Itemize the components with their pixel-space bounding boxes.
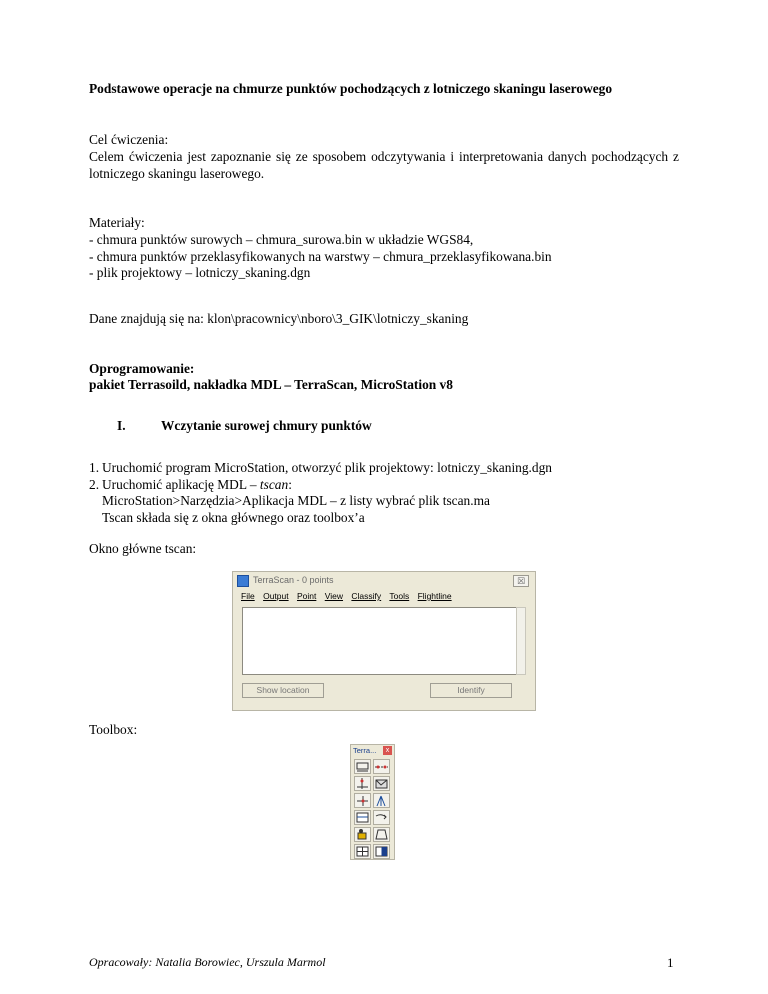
step-number: 1. — [89, 460, 100, 475]
show-location-button[interactable]: Show location — [242, 683, 324, 698]
terrascan-scrollbar[interactable] — [516, 607, 526, 675]
page-number: 1 — [667, 955, 674, 970]
step-number: 2. — [89, 476, 100, 492]
trapezoid-icon[interactable] — [373, 827, 390, 842]
half-dark-icon[interactable] — [373, 844, 390, 859]
materials-item: - plik projektowy – lotniczy_skaning.dgn — [89, 265, 311, 280]
goal-label: Cel ćwiczenia: — [89, 132, 169, 147]
menu-file[interactable]: File — [241, 591, 255, 601]
main-window-label: Okno główne tscan: — [89, 541, 197, 556]
menu-output[interactable]: Output — [263, 591, 289, 601]
section-view-icon[interactable] — [354, 810, 371, 825]
data-location: Dane znajdują się na: klon\pracownicy\nboro\3_GIK\lotniczy_skaning — [89, 311, 469, 326]
menu-view[interactable]: View — [324, 591, 344, 601]
terrascan-app-icon — [237, 575, 249, 587]
step-text-pre: Uruchomić aplikację MDL – — [102, 476, 260, 492]
software-text: pakiet Terrasoild, nakładka MDL – TerraScan, MicroStation v8 — [89, 377, 453, 392]
toolbox-close-button[interactable]: x — [383, 746, 392, 755]
step-1 — [89, 460, 552, 477]
terrascan-titlebar — [233, 572, 535, 590]
step-2-line-2: MicroStation>Narzędzia>Aplikacja MDL – z listy wybrać plik tscan.ma — [102, 493, 490, 508]
step-2-line-3: Tscan składa się z okna głównego oraz toolbox’a — [102, 509, 365, 525]
materials-label: Materiały: — [89, 215, 145, 230]
cross-point-icon[interactable] — [354, 793, 371, 808]
tripod-icon[interactable] — [373, 793, 390, 808]
section-title: Wczytanie surowej chmury punktów — [161, 418, 372, 433]
step-text-em: tscan — [259, 476, 289, 492]
identify-button[interactable]: Identify — [430, 683, 512, 698]
toolbox-title: Terra... — [353, 746, 377, 755]
document-title: Podstawowe operacje na chmurze punktów pochodzących z lotniczego skaningu laserowego — [89, 81, 613, 96]
terrascan-window — [232, 571, 536, 711]
menu-classify[interactable]: Classify — [351, 591, 382, 601]
step-2 — [89, 477, 552, 494]
mail-view-icon[interactable] — [373, 776, 390, 791]
step-text: Uruchomić program MicroStation, otworzyć plik projektowy: lotniczy_skaning.dgn — [102, 460, 552, 475]
terrascan-toolbox — [350, 744, 395, 860]
section-number: I. — [117, 418, 126, 433]
toolbox-label: Toolbox: — [89, 722, 138, 737]
software-label: Oprogramowanie: — [89, 361, 195, 376]
curve-arrow-icon[interactable] — [373, 810, 390, 825]
terrascan-menubar — [241, 591, 458, 601]
step-text-post: : — [288, 476, 292, 492]
menu-tools[interactable]: Tools — [389, 591, 410, 601]
page-footer: Opracowały: Natalia Borowiec, Urszula Marmol — [89, 955, 326, 969]
terrascan-title: TerraScan - 0 points — [253, 575, 334, 585]
goal-text: Celem ćwiczenia jest zapoznanie się ze sposobem odczytywania i interpretowania danych pochodzących z lotniczego skaningu laserowego. — [89, 149, 679, 181]
close-button[interactable]: ☒ — [513, 575, 529, 587]
paint-bucket-icon[interactable] — [354, 827, 371, 842]
fence-tool-icon[interactable] — [354, 759, 371, 774]
steps-list — [89, 460, 552, 526]
terrascan-list[interactable] — [242, 607, 517, 675]
menu-point[interactable]: Point — [296, 591, 317, 601]
measure-line-icon[interactable] — [373, 759, 390, 774]
materials-item: - chmura punktów surowych – chmura_surowa.bin w układzie WGS84, — [89, 232, 474, 247]
menu-flightline[interactable]: Flightline — [417, 591, 452, 601]
materials-item: - chmura punktów przeklasyfikowanych na warstwy – chmura_przeklasyfikowana.bin — [89, 249, 552, 264]
grid-table-icon[interactable] — [354, 844, 371, 859]
point-axis-icon[interactable] — [354, 776, 371, 791]
